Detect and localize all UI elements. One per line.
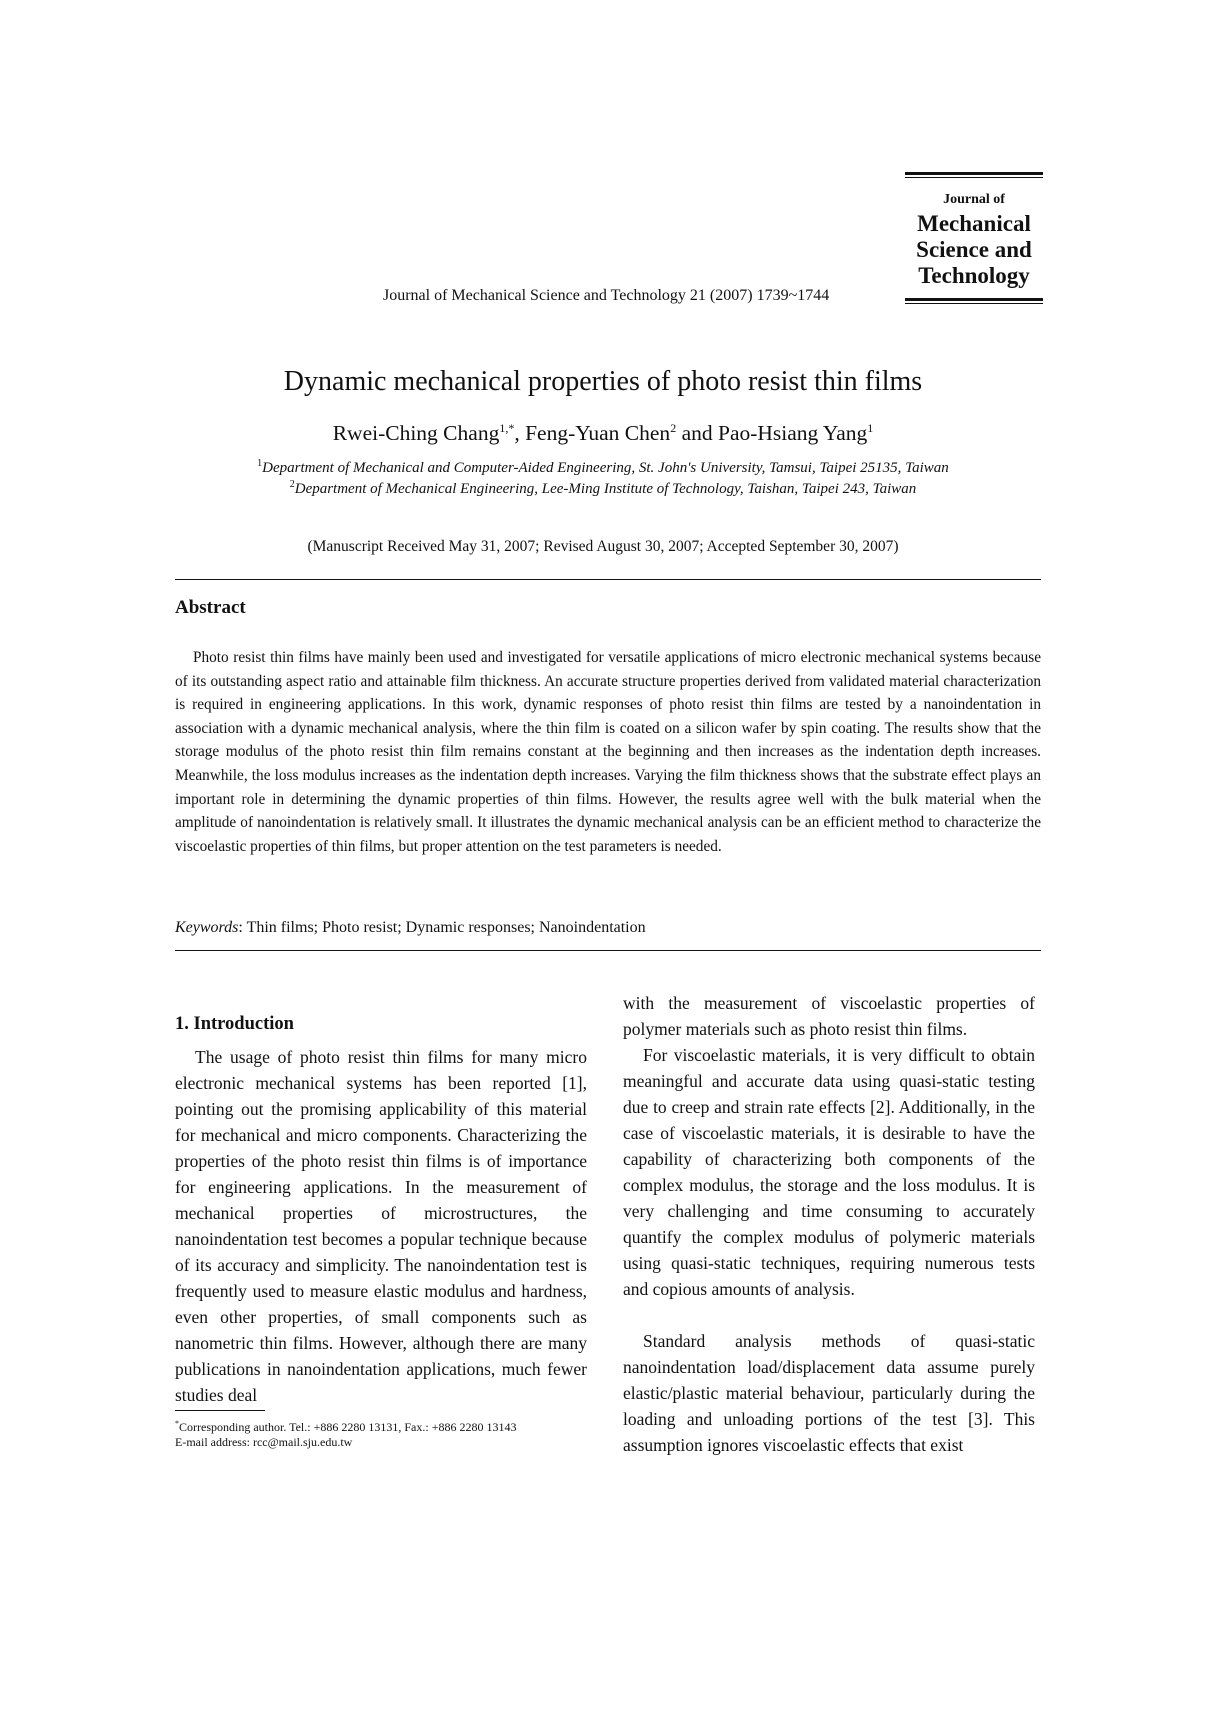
intro-paragraph-right-2: For viscoelastic materials, it is very difficult to obtain meaningful and accurate data using quasi-static testing due to creep and strain rate effects [2]. Additionally, in the case of viscoelastic materials, it is desirable to have the capability of characterizing both components of the complex modulus, the storage and the loss modulus. It is very challenging and time consuming to accurately quantify the complex modulus of polymeric materials using quasi-static techniques, requiring numerous tests and copious amounts of analysis. [623, 1045, 1035, 1299]
keywords [175, 919, 646, 937]
affiliation-2 [0, 479, 1206, 498]
author-affil-mark: 1,* [499, 421, 515, 435]
footnote-mark: * [175, 1419, 179, 1428]
keywords-label: Keywords [175, 919, 239, 936]
logo-bottom-rule-thin [905, 303, 1043, 304]
section-heading-introduction: 1. Introduction [175, 1014, 294, 1034]
manuscript-dates: (Manuscript Received May 31, 2007; Revised August 30, 2007; Accepted September 30, 2007) [307, 538, 899, 555]
logo-name-line: Mechanical [917, 211, 1031, 236]
intro-paragraph-left: The usage of photo resist thin films for many micro electronic mechanical systems has been reported [1], pointing out the promising applicability of this material for mechanical and micro components. Characterizing the properties of the photo resist thin films is of importance for engineering applications. In the measurement of mechanical properties of microstructures, the nanoindentation test becomes a popular technique because of its accuracy and simplicity. The nanoindentation test is frequently used to measure elastic modulus and hardness, even other properties, of small components such as nanometric thin films. However, although there are many publications in nanoindentation applications, much fewer studies deal [175, 1047, 587, 1405]
journal-logo [900, 172, 1048, 304]
footnote-contact: Corresponding author. Tel.: +886 2280 13131, Fax.: +886 2280 13143 [179, 1420, 517, 1434]
abstract-bottom-rule [175, 950, 1041, 951]
intro-paragraph-right-3: Standard analysis methods of quasi-static nanoindentation load/displacement data assume purely elastic/plastic material behaviour, particularly during the loading and unloading portions of the test [3]. This assumption ignores viscoelastic effects that exist [623, 1331, 1035, 1455]
logo-name-line: Technology [918, 263, 1030, 288]
logo-top-rule-thin [905, 177, 1043, 178]
author-name: Rwei-Ching Chang [332, 421, 500, 446]
author-list [0, 421, 1206, 446]
author-name: and Pao-Hsiang Yang [676, 421, 868, 446]
affiliation-mark: 2 [289, 479, 295, 490]
footnote-corresponding-author [175, 1416, 516, 1435]
author-affil-mark: 1 [867, 421, 874, 435]
affiliation-mark: 1 [257, 458, 263, 469]
abstract-top-rule [175, 579, 1041, 580]
logo-journal-name [900, 211, 1048, 289]
keywords-text: : Thin films; Photo resist; Dynamic responses; Nanoindentation [238, 919, 646, 936]
logo-name-line: Science and [916, 237, 1032, 262]
author-name: , Feng-Yuan Chen [514, 421, 671, 446]
affiliation-text: Department of Mechanical and Computer-Aided Engineering, St. John's University, Tamsui, Taipei 25135, Taiwan [262, 460, 949, 476]
footnote-email: E-mail address: rcc@mail.sju.edu.tw [175, 1435, 353, 1449]
affiliation-1 [0, 458, 1206, 477]
affiliation-text: Department of Mechanical Engineering, Lee-Ming Institute of Technology, Taishan, Taipei 243, Taiwan [294, 481, 917, 497]
paper-title: Dynamic mechanical properties of photo resist thin films [283, 366, 923, 397]
abstract-body: Photo resist thin films have mainly been used and investigated for versatile applications of micro electronic mechanical systems because of its outstanding aspect ratio and attainable film thickness. An accurate structure properties derived from validated material characterization is required in engineering applications. In this work, dynamic responses of photo resist thin films are tested by a nanoindentation in association with a dynamic mechanical analysis, where the thin film is coated on a silicon wafer by spin coating. The results show that the storage modulus of the photo resist thin film remains constant at the beginning and then increases as the indentation depth increases. Meanwhile, the loss modulus increases as the indentation depth increases. Varying the film thickness shows that the substrate effect plays an important role in determining the dynamic properties of thin films. However, the results agree well with the bulk material when the amplitude of nanoindentation is relatively small. It illustrates the dynamic mechanical analysis can be an efficient method to characterize the viscoelastic properties of thin films, but proper attention on the test parameters is needed. [175, 649, 1041, 855]
intro-paragraph-right-1: with the measurement of viscoelastic properties of polymer materials such as photo resist thin films. [623, 993, 1035, 1039]
abstract-heading: Abstract [175, 597, 246, 618]
footnote-rule [175, 1410, 265, 1411]
logo-top-rule [905, 172, 1043, 175]
logo-journal-of: Journal of [943, 192, 1005, 207]
logo-bottom-rule [905, 298, 1043, 301]
author-affil-mark: 2 [670, 421, 677, 435]
journal-citation: Journal of Mechanical Science and Technology 21 (2007) 1739~1744 [383, 287, 830, 304]
